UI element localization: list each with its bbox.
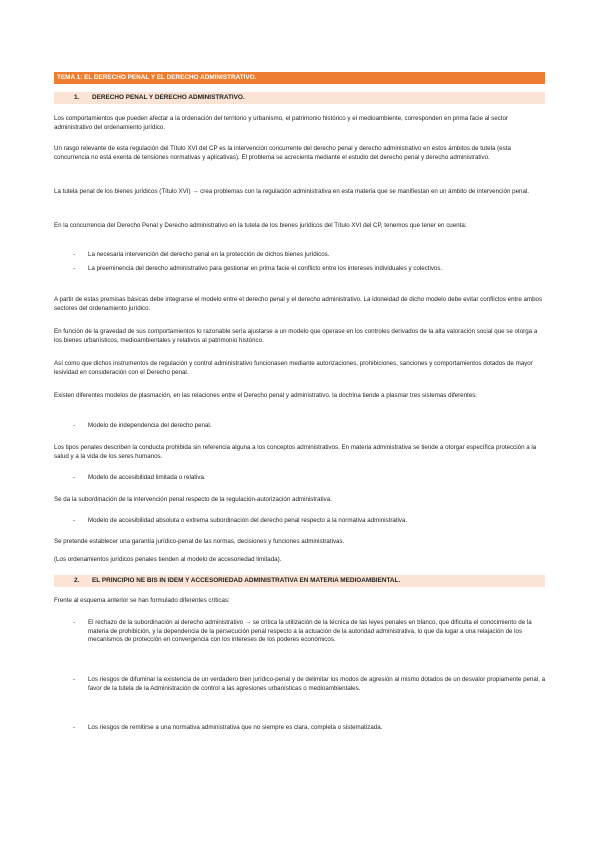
list-item-text: El rechazo de la subordinación al derecho administrativo → se critica la utilización de la técnica de las leyes penales en blanco, que dificulta el conocimiento de la materia de prohibición, y la dependencia de la persecución penal respecto a la actuación de la autoridad administrativa, lo que da lugar a una relajación de los mecanismos de protección en convergencia con los intereses de los poderes económicos. bbox=[88, 619, 532, 644]
paragraph: En función de la gravedad de sus comportamientos lo razonable sería ajustarse a un modelo que operase en los controles derivados de la alta valoración social que se otorga a los bienes urbanísticos, medioambientales y relativos al patrimonio histórico. bbox=[54, 328, 538, 344]
topic-title-bar: TEMA 1: EL DERECHO PENAL Y EL DERECHO ADMINISTRATIVO. bbox=[54, 72, 545, 84]
bullet-dash: - bbox=[73, 619, 76, 626]
bullet-dash: - bbox=[73, 724, 76, 731]
section-title: EL PRINCIPIO NE BIS IN IDEM Y ACCESORIEDAD ADMINISTRATIVA EN MATERIA MEDIOAMBIENTAL. bbox=[92, 577, 401, 584]
section-heading-2 bbox=[54, 575, 545, 587]
paragraph: Frente al esquema anterior se han formulado diferentes críticas: bbox=[54, 597, 230, 604]
paragraph: Un rasgo relevante de esta regulación del Título XVI del CP es la intervención concurrente del derecho penal y derecho administrativo en estos ámbitos de tutela (esta concurrencia no está exenta de tensiones normativas y aplicativas). El problema se acrecienta mediante el estudio del derecho penal y derecho administrativo. bbox=[54, 145, 511, 161]
section-title: DERECHO PENAL Y DERECHO ADMINISTRATIVO. bbox=[92, 94, 245, 101]
list-item-text: Modelo de independencia del derecho penal. bbox=[88, 422, 212, 429]
list-item-text: La necesaria intervención del derecho penal en la protección de dichos bienes jurídicos. bbox=[88, 251, 330, 258]
bullet-dash: - bbox=[73, 265, 76, 272]
paragraph: Existen diferentes modelos de plasmación, en las relaciones entre el Derecho penal y administrativo. la doctrina tiende a plasmar tres sistemas diferentes: bbox=[54, 392, 478, 399]
list-item-text: Los riesgos de difuminar la existencia de un verdadero bien jurídico-penal y de delimitar los modos de agresión al mismo dotados de un desvalor propiamente penal, a favor de la tutela de la Administración de control a las agresiones urbanísticas o medioambientales. bbox=[88, 676, 546, 692]
list-item-text: Modelo de accesibilidad absoluta o extrema subordinación del derecho penal respecto a la normativa administrativa. bbox=[88, 517, 408, 524]
bullet-dash: - bbox=[73, 517, 76, 524]
paragraph: Así como que dichos instrumentos de regulación y control administrativo funcionasen mediante autorizaciones, prohibiciones, sanciones y comportamientos dotados de mayor lesividad en consideración con el Derecho penal. bbox=[54, 360, 533, 376]
bullet-dash: - bbox=[73, 676, 76, 683]
bullet-dash: - bbox=[73, 422, 76, 429]
list-item-text: Modelo de accesibilidad limitada o relativa. bbox=[88, 474, 206, 481]
paragraph: Los comportamientos que pueden afectar a la ordenación del territorio y urbanismo, el patrimonio histórico y el medioambiente, corresponden en prima facie al sector administrativo del ordenamiento jurídico. bbox=[54, 115, 508, 131]
section-number: 2. bbox=[74, 577, 80, 584]
bullet-dash: - bbox=[73, 474, 76, 481]
paragraph: Los tipos penales describen la conducta prohibida sin referencia alguna a los conceptos administrativos. En materia administrativa se tiende a otorgar específica protección a la salud y a la vida de los seres humanos. bbox=[54, 444, 537, 460]
list-item-text: Los riesgos de remitirse a una normativa administrativa que no siempre es clara, completa o sistematizada. bbox=[88, 724, 383, 731]
section-number: 1. bbox=[74, 94, 80, 101]
paragraph: A partir de estas premisas básicas debe integrarse el modelo entre el derecho penal y el derecho administrativo. La idoneidad de dicho modelo debe evitar conflictos entre ambos sectores del ordenamiento jurídico. bbox=[54, 296, 543, 312]
bullet-dash: - bbox=[73, 251, 76, 258]
paragraph: En la concurrencia del Derecho Penal y Derecho administrativo en la tutela de los bienes jurídicos del Título XVI del CP, tenemos que tener en cuenta: bbox=[54, 222, 467, 229]
paragraph: La tutela penal de los bienes jurídicos (Título XVI) → crea problemas con la regulación administrativa en esta materia que se manifiestan en un ámbito de intervención penal. bbox=[54, 188, 529, 195]
list-item-text: La preeminencia del derecho administrativo para gestionar en prima facie el conflicto entre los intereses individuales y colectivos. bbox=[88, 265, 443, 272]
section-heading-1 bbox=[54, 92, 545, 104]
paragraph: Se da la subordinación de la intervención penal respecto de la regulación-autorización administrativa. bbox=[54, 496, 332, 503]
paragraph: (Los ordenamientos jurídicos penales tienden al modelo de accesoriedad limitada). bbox=[54, 556, 282, 563]
paragraph: Se pretende establecer una garantía jurídico-penal de las normas, decisiones y funciones administrativas. bbox=[54, 538, 345, 545]
